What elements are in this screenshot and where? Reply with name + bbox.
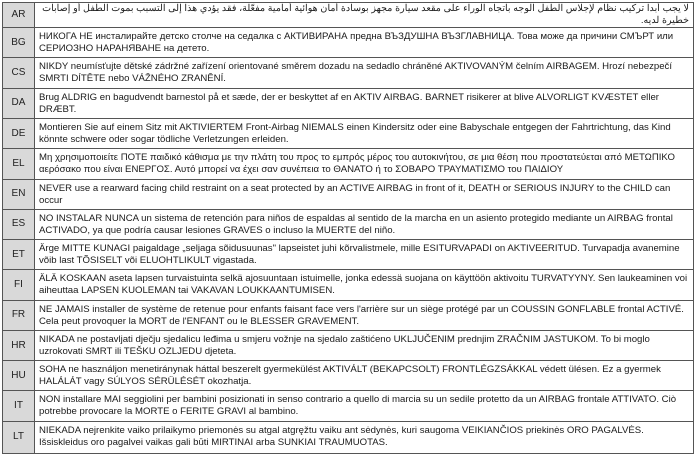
warning-text: NIKDY neumísťujte dětské zádržné zařízení orientované směrem dozadu na sedadlo chráněné AKTIVOVANÝM čelním AIRBAGEM. Hrozí nebezpečí SMRTI DÍTĚTE nebo VÁŽNÉHO ZRANĚNÍ. — [35, 58, 694, 88]
warning-row-es — [3, 209, 694, 239]
warning-text: НИКОГА НЕ инсталирайте детско столче на седалка с АКТИВИРАНА предна ВЪЗДУШНА ВЪЗГЛАВНИЦА. Това може да причини СМЪРТ или СЕРИОЗНО НАРАНЯВАНЕ на детето. — [35, 28, 694, 58]
warning-text: NON installare MAI seggiolini per bambini posizionati in senso contrario a quello di marcia su un sedile protetto da un AIRBAG frontale ATTIVATO. Ciò potrebbe provocare la MORTE o FERITE GRAVI al bambino. — [35, 391, 694, 421]
warning-text: ÄLÄ KOSKAAN aseta lapsen turvaistuinta selkä ajosuuntaan istuimelle, jonka edessä suojana on käyttöön aktivoitu TURVATYYNY. Sen laukeaminen voi aiheuttaa LAPSEN KUOLEMAN tai VAKAVAN LOUKKAANTUMISEN. — [35, 270, 694, 300]
warning-row-lt — [3, 421, 694, 453]
language-code: IT — [3, 391, 35, 421]
language-code: CS — [3, 58, 35, 88]
warning-row-hu — [3, 361, 694, 391]
language-code: ET — [3, 240, 35, 270]
warning-text: Brug ALDRIG en bagudvendt barnestol på et sæde, der er beskyttet af en AKTIV AIRBAG. BARNET risikerer at blive ALVORLIGT KVÆSTET eller DRÆBT. — [35, 88, 694, 118]
language-code: FR — [3, 300, 35, 330]
warning-text: NO INSTALAR NUNCA un sistema de retención para niños de espaldas al sentido de la marcha en un asiento protegido mediante un AIRBAG frontal ACTIVADO, ya que podría causar lesiones GRAVES o incluso la MUERTE del niño. — [35, 209, 694, 239]
warning-row-bg — [3, 28, 694, 58]
warning-table-body — [3, 3, 694, 454]
language-code: EL — [3, 149, 35, 179]
warning-text: Ärge MITTE KUNAGI paigaldage „seljaga sõidusuunas" lapseistet juhi kõrvalistmele, mille ESITURVAPADI on AKTIVEERITUD. Turvapadja avanemine võib last TÕSISELT või ELUOHTLIKULT vigastada. — [35, 240, 694, 270]
warning-text: لا يجب أبدا تركيب نظام لإجلاس الطفل الوجه باتجاه الوراء على مقعد سيارة مجهز بوسادة أمان هوائية أمامية مفعّلة، فقد يؤدي هذا إلى التسبب بموت الطفل أو إصابات خطيرة لديه. — [35, 3, 694, 28]
warning-row-fr — [3, 300, 694, 330]
language-code: HR — [3, 330, 35, 360]
language-code: LT — [3, 421, 35, 453]
warning-row-el — [3, 149, 694, 179]
airbag-warning-table — [2, 2, 694, 454]
warning-row-et — [3, 240, 694, 270]
language-code: DA — [3, 88, 35, 118]
language-code: ES — [3, 209, 35, 239]
warning-text: NEVER use a rearward facing child restraint on a seat protected by an ACTIVE AIRBAG in front of it, DEATH or SERIOUS INJURY to the CHILD can occur — [35, 179, 694, 209]
warning-text: SOHA ne használjon menetiránynak háttal beszerelt gyermekülést AKTIVÁLT (BEKAPCSOLT) FRONTLÉGZSÁKKAL védett ülésen. Ez a gyermek HALÁLÁT vagy SÚLYOS SÉRÜLÉSÉT okozhatja. — [35, 361, 694, 391]
language-code: HU — [3, 361, 35, 391]
warning-row-hr — [3, 330, 694, 360]
warning-row-en — [3, 179, 694, 209]
warning-row-da — [3, 88, 694, 118]
warning-text: NIEKADA nejrenkite vaiko prilaikymo priemonės su atgal atgręžtu vaiku ant sėdynės, kuri saugoma VEIKIANČIOS priekinės ORO PAGALVĖS. Išsiskleidus oro pagalvei vaikas gali būti MIRTINAI arba SUNKIAI TRAUMUOTAS. — [35, 421, 694, 453]
warning-text: NE JAMAIS installer de système de retenue pour enfants faisant face vers l'arrière sur un siège protégé par un COUSSIN GONFLABLE frontal ACTIVÉ. Cela peut provoquer la MORT de l'ENFANT ou le BLESSER GRAVEMENT. — [35, 300, 694, 330]
warning-row-fi — [3, 270, 694, 300]
warning-text: Μη χρησιμοποιείτε ΠΟΤΕ παιδικό κάθισμα με την πλάτη του προς το εμπρός μέρος του αυτοκινήτου, σε μια θέση που προστατεύεται από ΜΕΤΩΠΙΚΟ αερόσακο που είναι ΕΝΕΡΓΟΣ. Αυτό μπορεί να έχει σαν συνέπεια το ΘΑΝΑΤΟ ή το ΣΟΒΑΡΟ ΤΡΑΥΜΑΤΙΣΜΟ του ΠΑΙΔΙΟΥ — [35, 149, 694, 179]
warning-row-de — [3, 119, 694, 149]
warning-row-cs — [3, 58, 694, 88]
warning-row-ar — [3, 3, 694, 28]
language-code: DE — [3, 119, 35, 149]
language-code: FI — [3, 270, 35, 300]
warning-text: Montieren Sie auf einem Sitz mit AKTIVIERTEM Front-Airbag NIEMALS einen Kindersitz oder eine Babyschale entgegen der Fahrtrichtung, das Kind könnte schwere oder sogar tödliche Verletzungen erleiden. — [35, 119, 694, 149]
language-code: BG — [3, 28, 35, 58]
warning-row-it — [3, 391, 694, 421]
warning-text: NIKADA ne postavljati dječju sjedalicu leđima u smjeru vožnje na sjedalo zaštićeno UKLJUČENIM prednjim ZRAČNIM JASTUKOM. To bi moglo uzrokovati SMRT ili TEŠKU OZLJEDU djeteta. — [35, 330, 694, 360]
language-code: EN — [3, 179, 35, 209]
language-code: AR — [3, 3, 35, 28]
